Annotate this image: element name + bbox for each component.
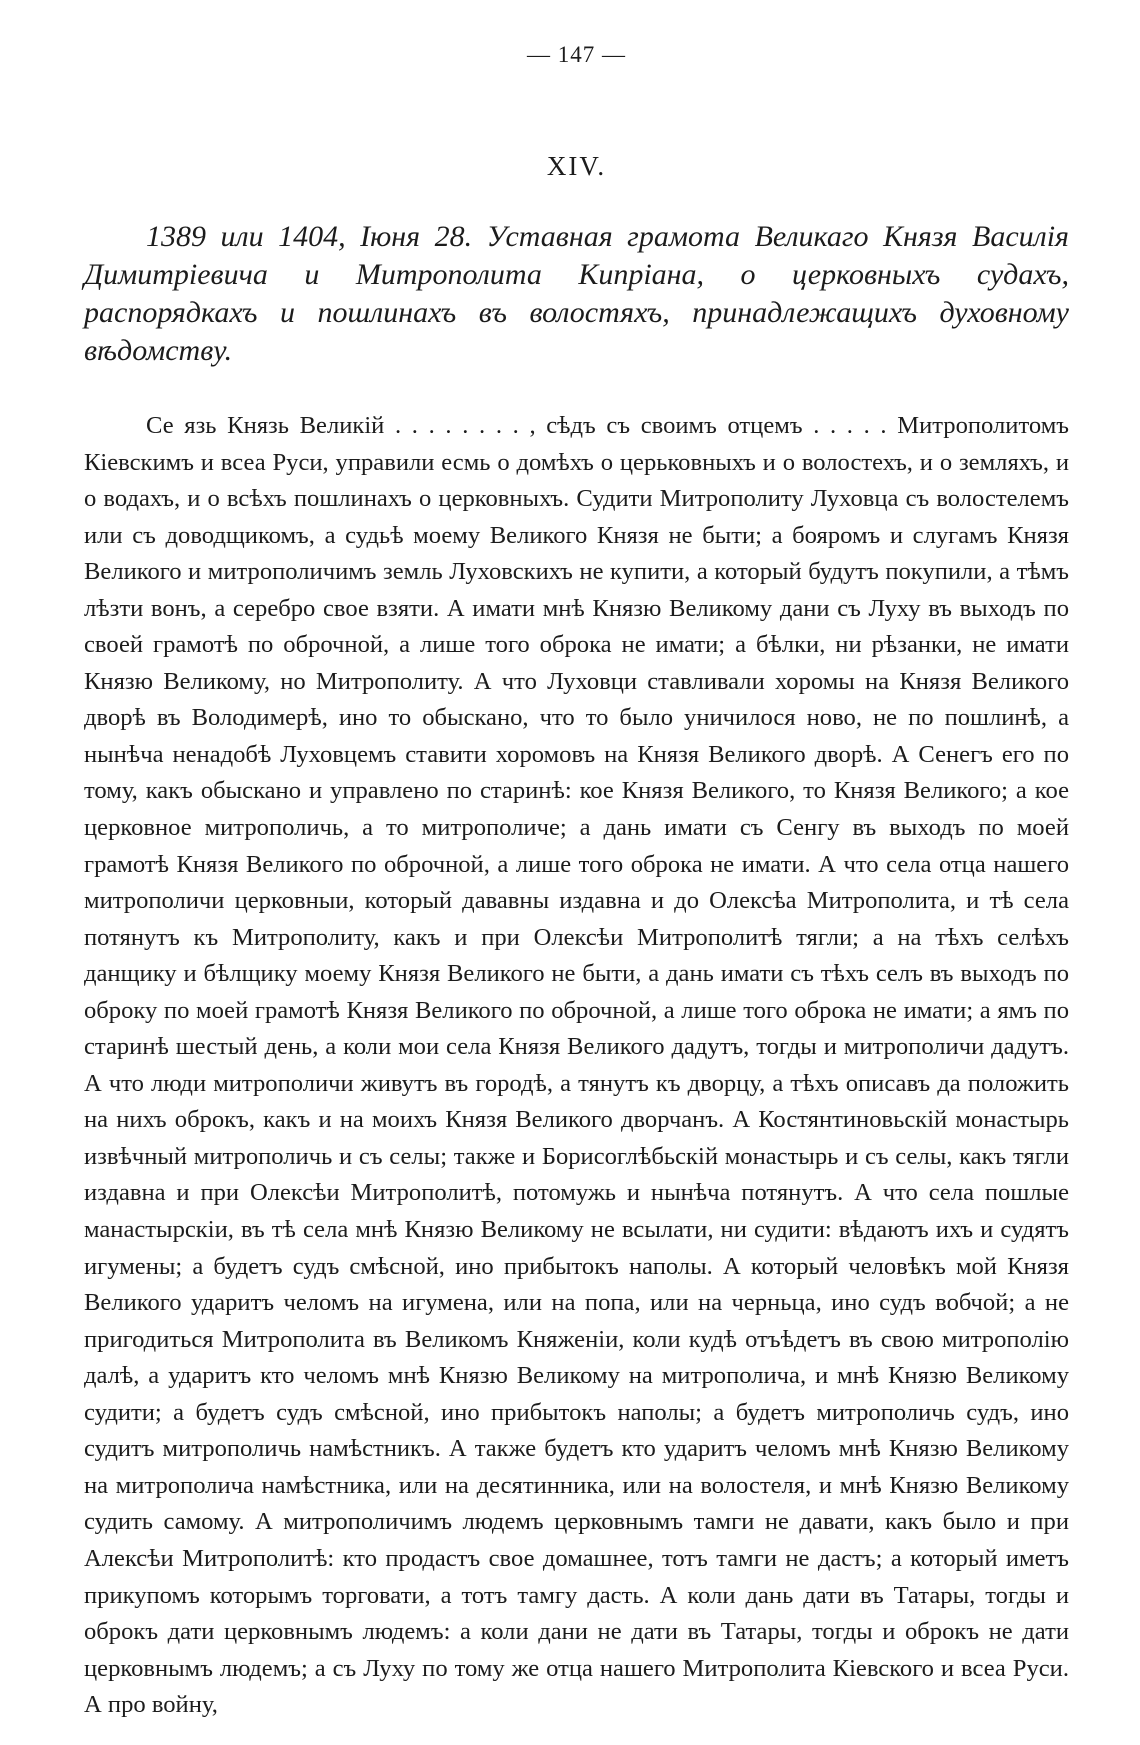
document-page bbox=[84, 40, 1069, 1724]
body-paragraph: Се язь Князь Великій . . . . . . . . , сѣдъ съ своимъ отцемъ . . . . . Митрополитомъ Кіевскимъ и всеа Руси, управили есмь о домѣхъ о церьковныхъ и о волостехъ, и о земляхъ, и о водахъ, и о всѣхъ пошлинахъ о церковныхъ. Судити Митрополиту Луховца съ волостелемъ или съ доводщикомъ, а судьѣ моему Великого Князя не быти; а бояромъ и слугамъ Князя Великого и митрополичимъ земль Луховскихъ не купити, а который будутъ покупили, а тѣмъ лѣзти вонъ, а серебро свое взяти. А имати мнѣ Князю Великому дани съ Луху въ выходъ по своей грамотѣ по оброчной, а лише того оброка не имати; а бѣлки, ни рѣзанки, не имати Князю Великому, но Митрополиту. А что Луховци ставливали хоромы на Князя Великого дворѣ въ Володимерѣ, ино то обыскано, что то было уничилося ново, не по пошлинѣ, а нынѣча ненадобѣ Луховцемъ ставити хоромовъ на Князя Великого дворѣ. А Сенегъ его по тому, какъ обыскано и управлено по старинѣ: кое Князя Великого, то Князя Великого; а кое церковное митрополичь, а то митрополиче; а дань имати съ Сенгу въ выходъ по моей грамотѣ Князя Великого по оброчной, а лише того оброка не имати. А что села отца нашего митрополичи церковныи, который дававны издавна и до Олексѣа Митрополита, и тѣ села потянутъ къ Митрополиту, какъ и при Олексѣи Митрополитѣ тягли; а на тѣхъ селѣхъ данщику и бѣлщику моему Князя Великого не быти, а дань имати съ тѣхъ селъ въ выходъ по оброку по моей грамотѣ Князя Великого по оброчной, а лише того оброка не имати; а ямъ по старинѣ шестый день, а коли мои села Князя Великого дадутъ, тогды и митрополичи дадутъ. А что люди митрополичи живутъ въ городѣ, а тянутъ къ дворцу, а тѣхъ описавъ да положить на нихъ оброкъ, какъ и на моихъ Князя Великого дворчанъ. А Костянтиновьскій монастырь извѣчный митрополичь и съ селы; также и Борисоглѣбьскій монастырь и съ селы, какъ тягли издавна и при Олексѣи Митрополитѣ, потомужь и нынѣча потянутъ. А что села пошлые манастырскіи, въ тѣ села мнѣ Князю Великому не всылати, ни судити: вѣдаютъ ихъ и судятъ игумены; а будетъ судъ смѣсной, ино прибытокъ наполы. А который человѣкъ мой Князя Великого ударитъ челомъ на игумена, или на попа, или на черньца, ино судъ вобчой; а не пригодиться Митрополита въ Великомъ Княженіи, коли кудѣ отъѣдетъ въ свою митрополію далѣ, а ударитъ кто челомъ мнѣ Князю Великому на митрополича, и мнѣ Князю Великому судити; а будетъ судъ смѣсной, ино прибытокъ наполы; а будетъ митрополичь судъ, ино судитъ митрополичь намѣстникъ. А также будетъ кто ударитъ челомъ мнѣ Князю Великому на митрополича намѣстника, или на десятинника, или на волостеля, и мнѣ Князю Великому судить самому. А митрополичимъ людемъ церковнымъ тамги не давати, какъ было и при Алексѣи Митрополитѣ: кто продастъ свое домашнее, тотъ тамги не дастъ; а который иметъ прикупомъ которымъ торговати, а тотъ тамгу дасть. А коли дань дати въ Татары, тогды и оброкъ дати церковнымъ людемъ: а коли дани не дати въ Татары, тогды и оброкъ не дати церковнымъ людемъ; а съ Луху по тому же отца нашего Митрополита Кіевского и всеа Руси. А про войну, bbox=[84, 412, 1069, 1719]
document-heading: 1389 или 1404, Іюня 28. Уставная грамота Великаго Князя Василія Димитріевича и Митрополита Кипріана, о церковныхъ судахъ, распорядкахъ и пошлинахъ въ волостяхъ, принадлежащихъ духовному вѣдомству. bbox=[84, 220, 1069, 367]
page-number: — 147 — bbox=[527, 42, 626, 67]
section-number: XIV. bbox=[546, 151, 607, 181]
